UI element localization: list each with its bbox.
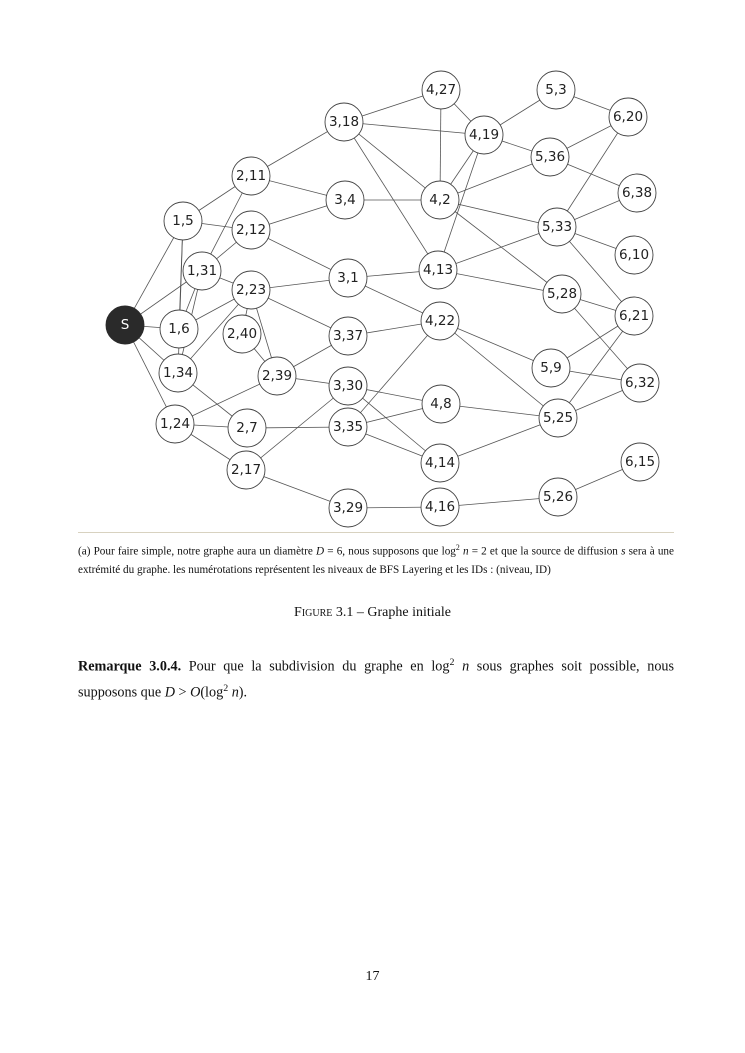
graph-node: [329, 367, 367, 405]
graph-edge: [344, 122, 484, 135]
graph-node: [329, 408, 367, 446]
remark-label: Remarque 3.0.4.: [78, 658, 182, 675]
remark-math-o: O: [190, 684, 201, 701]
node-label: 4,19: [468, 127, 500, 143]
graph-node: [232, 157, 270, 195]
node-label: 4,27: [425, 82, 457, 98]
graph-node: [232, 211, 270, 249]
graph-node: [537, 71, 575, 109]
node-label: 1,6: [168, 321, 190, 337]
node-label: 5,3: [545, 82, 567, 98]
graph-node: [421, 444, 459, 482]
node-label: 3,37: [332, 328, 364, 344]
graph-node: [419, 251, 457, 289]
node-label: 5,33: [541, 219, 573, 235]
node-label: 2,11: [235, 168, 267, 184]
node-label: 3,29: [332, 500, 364, 516]
figure-title-text: – Graphe initiale: [353, 605, 451, 620]
figure-subcaption: [78, 539, 674, 579]
graph-node: [609, 98, 647, 136]
graph-node: [329, 489, 367, 527]
node-label: 2,12: [235, 222, 267, 238]
node-label: S: [120, 317, 130, 333]
remark-math-rel: >: [174, 684, 191, 701]
node-label: 3,30: [332, 378, 364, 394]
node-label: 4,13: [422, 262, 454, 278]
remark-exponent: 2: [449, 657, 455, 668]
graph-node: [543, 275, 581, 313]
graph-node: [325, 103, 363, 141]
node-label: 5,25: [542, 410, 574, 426]
caption-text: = 2 et que la source de diffusion: [468, 545, 622, 558]
caption-text: (a) Pour faire simple, notre graphe aura un diamètre: [78, 545, 316, 558]
node-label: 5,26: [542, 489, 574, 505]
remark-math: ).: [238, 684, 248, 701]
caption-text: = 6, nous supposons que log: [324, 545, 456, 558]
node-label: 6,20: [612, 109, 644, 125]
graph-node: [422, 71, 460, 109]
caption-separator: [78, 532, 674, 533]
graph-edge: [178, 221, 183, 373]
node-label: 5,9: [540, 360, 562, 376]
graph-node: [159, 354, 197, 392]
remark-paragraph: [78, 652, 674, 703]
graph-node: [164, 202, 202, 240]
figure-label: Figure 3.1: [294, 605, 354, 620]
node-label: 2,40: [226, 326, 258, 342]
graph-node: [258, 357, 296, 395]
graph-node: [160, 310, 198, 348]
node-label: 3,18: [328, 114, 360, 130]
node-label: 3,1: [337, 270, 359, 286]
node-label: 6,10: [618, 247, 650, 263]
graph-node: [228, 409, 266, 447]
remark-exponent: 2: [223, 682, 229, 694]
graph-node: [156, 405, 194, 443]
node-label: 4,16: [424, 499, 456, 515]
graph-nodes: [106, 71, 659, 527]
graph-node: [531, 138, 569, 176]
graph-node: [329, 259, 367, 297]
node-label: 4,2: [429, 192, 451, 208]
remark-math-n: n: [228, 684, 239, 701]
node-label: 1,5: [172, 213, 194, 229]
remark-text: sous graphes soit possible, nous supposons que: [78, 658, 675, 701]
caption-math-n: n: [459, 545, 469, 558]
caption-text: sera à une extrémité du graphe. les numérotations représentent les niveaux de BFS Layering et les IDs : (niveau, ID): [78, 545, 674, 576]
figure-title: [0, 605, 745, 621]
node-label: 3,4: [334, 192, 356, 208]
node-label: 4,22: [424, 313, 456, 329]
page-number: 17: [365, 969, 380, 984]
graph-node: [421, 181, 459, 219]
graph-node: [329, 317, 367, 355]
graph-node: [615, 297, 653, 335]
node-label: 2,39: [261, 368, 293, 384]
source-node: [106, 306, 144, 344]
remark-math: (log: [200, 684, 224, 701]
node-label: 1,31: [186, 263, 218, 279]
graph-node: [421, 488, 459, 526]
node-label: 1,24: [159, 416, 191, 432]
graph-node: [618, 174, 656, 212]
node-label: 2,23: [235, 282, 267, 298]
node-label: 6,32: [624, 375, 656, 391]
node-label: 6,38: [621, 185, 653, 201]
graph-node: [621, 364, 659, 402]
node-label: 6,21: [618, 308, 650, 324]
graph-node: [621, 443, 659, 481]
graph-node: [539, 399, 577, 437]
node-label: 5,36: [534, 149, 566, 165]
node-label: 2,7: [236, 420, 258, 436]
graph-node: [326, 181, 364, 219]
graph-node: [422, 385, 460, 423]
graph-node: [532, 349, 570, 387]
node-label: 3,35: [332, 419, 364, 435]
caption-math-s: s: [621, 545, 626, 558]
remark-math-n: n: [454, 658, 470, 675]
graph-node: [232, 271, 270, 309]
remark-math-d: D: [164, 684, 175, 701]
graph-node: [539, 478, 577, 516]
node-label: 4,14: [424, 455, 456, 471]
remark-text: Pour que la subdivision du graphe en log: [181, 658, 450, 675]
graph-node: [183, 252, 221, 290]
graph-node: [615, 236, 653, 274]
caption-exponent: 2: [455, 543, 460, 552]
graph-node: [421, 302, 459, 340]
caption-math-d: D: [316, 545, 325, 558]
graph-node: [227, 451, 265, 489]
node-label: 1,34: [162, 365, 194, 381]
graph-node: [223, 315, 261, 353]
node-label: 5,28: [546, 286, 578, 302]
node-label: 2,17: [230, 462, 262, 478]
node-label: 6,15: [624, 454, 656, 470]
node-label: 4,8: [430, 396, 452, 412]
graph-node: [538, 208, 576, 246]
graph-node: [465, 116, 503, 154]
graph-edge: [557, 117, 628, 227]
